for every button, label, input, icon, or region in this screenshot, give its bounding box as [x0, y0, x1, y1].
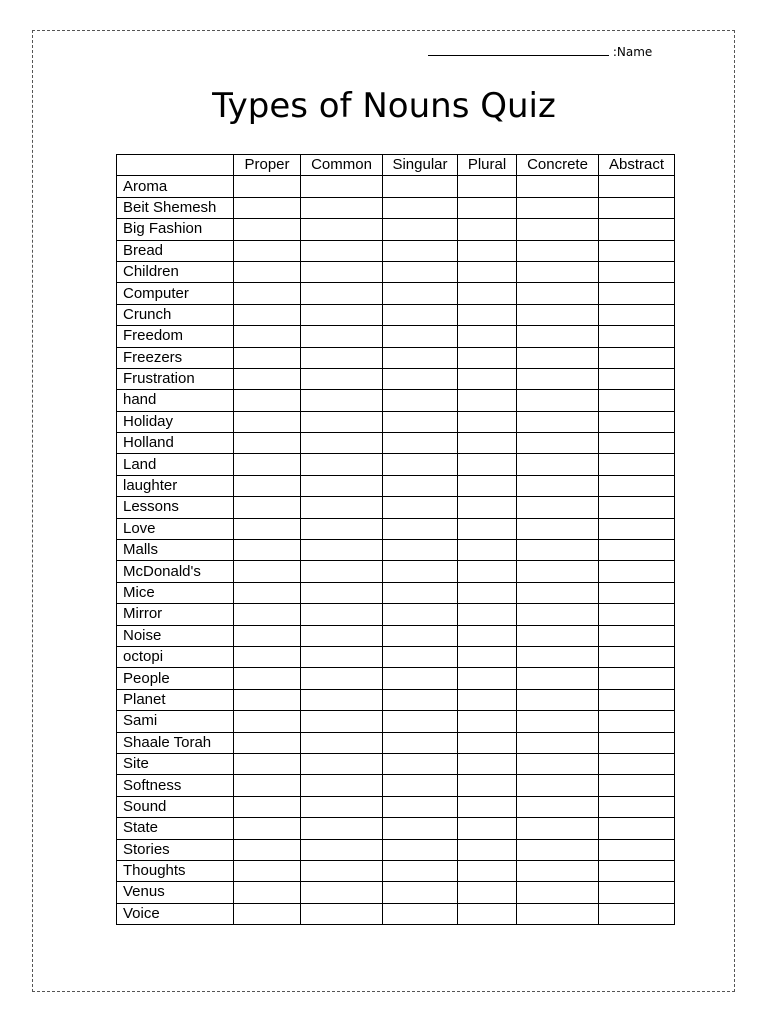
answer-cell-common[interactable] — [301, 240, 383, 261]
answer-cell-concrete[interactable] — [517, 433, 599, 454]
word-cell: Site — [117, 753, 234, 774]
word-cell: Love — [117, 518, 234, 539]
answer-cell-common[interactable] — [301, 411, 383, 432]
table-row — [117, 818, 675, 839]
answer-cell-singular[interactable] — [383, 475, 458, 496]
word-cell: hand — [117, 390, 234, 411]
answer-cell-abstract[interactable] — [599, 540, 675, 561]
answer-cell-plural[interactable] — [458, 240, 517, 261]
answer-cell-common[interactable] — [301, 903, 383, 924]
answer-cell-plural[interactable] — [458, 454, 517, 475]
answer-cell-singular[interactable] — [383, 454, 458, 475]
answer-cell-concrete[interactable] — [517, 604, 599, 625]
answer-cell-singular[interactable] — [383, 304, 458, 325]
answer-cell-proper[interactable] — [234, 818, 301, 839]
answer-cell-common[interactable] — [301, 433, 383, 454]
answer-cell-plural[interactable] — [458, 604, 517, 625]
table-row — [117, 283, 675, 304]
word-cell: Stories — [117, 839, 234, 860]
answer-cell-singular[interactable] — [383, 197, 458, 218]
answer-cell-abstract[interactable] — [599, 347, 675, 368]
answer-cell-plural[interactable] — [458, 646, 517, 667]
answer-cell-common[interactable] — [301, 368, 383, 389]
table-row — [117, 732, 675, 753]
table-row — [117, 411, 675, 432]
answer-cell-proper[interactable] — [234, 860, 301, 881]
answer-cell-singular[interactable] — [383, 561, 458, 582]
answer-cell-concrete[interactable] — [517, 668, 599, 689]
answer-cell-plural[interactable] — [458, 326, 517, 347]
answer-cell-proper[interactable] — [234, 711, 301, 732]
word-cell: Aroma — [117, 176, 234, 197]
word-cell: Thoughts — [117, 860, 234, 881]
column-header-word — [117, 155, 234, 176]
answer-cell-singular[interactable] — [383, 753, 458, 774]
name-label: :Name — [612, 45, 653, 59]
answer-cell-proper[interactable] — [234, 668, 301, 689]
answer-cell-abstract[interactable] — [599, 882, 675, 903]
answer-cell-plural[interactable] — [458, 540, 517, 561]
answer-cell-singular[interactable] — [383, 240, 458, 261]
word-cell: Voice — [117, 903, 234, 924]
answer-cell-singular[interactable] — [383, 368, 458, 389]
answer-cell-abstract[interactable] — [599, 818, 675, 839]
word-cell: Bread — [117, 240, 234, 261]
answer-cell-abstract[interactable] — [599, 433, 675, 454]
answer-cell-proper[interactable] — [234, 433, 301, 454]
answer-cell-common[interactable] — [301, 796, 383, 817]
answer-cell-singular[interactable] — [383, 860, 458, 881]
answer-cell-common[interactable] — [301, 818, 383, 839]
answer-cell-concrete[interactable] — [517, 454, 599, 475]
answer-cell-concrete[interactable] — [517, 283, 599, 304]
word-cell: Big Fashion — [117, 219, 234, 240]
answer-cell-concrete[interactable] — [517, 882, 599, 903]
table-row — [117, 839, 675, 860]
answer-cell-common[interactable] — [301, 839, 383, 860]
table-row — [117, 347, 675, 368]
answer-cell-concrete[interactable] — [517, 219, 599, 240]
word-cell: Children — [117, 261, 234, 282]
table-row — [117, 176, 675, 197]
answer-cell-singular[interactable] — [383, 326, 458, 347]
table-row — [117, 582, 675, 603]
answer-cell-abstract[interactable] — [599, 775, 675, 796]
answer-cell-singular[interactable] — [383, 390, 458, 411]
answer-cell-abstract[interactable] — [599, 903, 675, 924]
answer-cell-abstract[interactable] — [599, 689, 675, 710]
column-header-singular: Singular — [383, 155, 458, 176]
answer-cell-plural[interactable] — [458, 518, 517, 539]
answer-cell-plural[interactable] — [458, 390, 517, 411]
word-cell: Frustration — [117, 368, 234, 389]
answer-cell-concrete[interactable] — [517, 475, 599, 496]
answer-cell-proper[interactable] — [234, 732, 301, 753]
answer-cell-proper[interactable] — [234, 796, 301, 817]
table-row — [117, 497, 675, 518]
word-cell: Holland — [117, 433, 234, 454]
answer-cell-common[interactable] — [301, 475, 383, 496]
answer-cell-plural[interactable] — [458, 433, 517, 454]
answer-cell-common[interactable] — [301, 689, 383, 710]
answer-cell-concrete[interactable] — [517, 518, 599, 539]
answer-cell-proper[interactable] — [234, 497, 301, 518]
quiz-body — [117, 176, 675, 925]
answer-cell-plural[interactable] — [458, 475, 517, 496]
header-row — [117, 155, 675, 176]
answer-cell-concrete[interactable] — [517, 561, 599, 582]
answer-cell-plural[interactable] — [458, 839, 517, 860]
answer-cell-abstract[interactable] — [599, 261, 675, 282]
word-cell: Noise — [117, 625, 234, 646]
answer-cell-plural[interactable] — [458, 860, 517, 881]
table-row — [117, 433, 675, 454]
answer-cell-proper[interactable] — [234, 454, 301, 475]
word-cell: Land — [117, 454, 234, 475]
answer-cell-common[interactable] — [301, 668, 383, 689]
answer-cell-concrete[interactable] — [517, 796, 599, 817]
answer-cell-abstract[interactable] — [599, 668, 675, 689]
answer-cell-abstract[interactable] — [599, 240, 675, 261]
answer-cell-concrete[interactable] — [517, 411, 599, 432]
answer-cell-proper[interactable] — [234, 775, 301, 796]
answer-cell-proper[interactable] — [234, 326, 301, 347]
answer-cell-plural[interactable] — [458, 197, 517, 218]
answer-cell-common[interactable] — [301, 518, 383, 539]
answer-cell-common[interactable] — [301, 261, 383, 282]
answer-cell-proper[interactable] — [234, 518, 301, 539]
answer-cell-abstract[interactable] — [599, 518, 675, 539]
table-row — [117, 604, 675, 625]
answer-cell-singular[interactable] — [383, 646, 458, 667]
answer-cell-abstract[interactable] — [599, 561, 675, 582]
word-cell: State — [117, 818, 234, 839]
answer-cell-concrete[interactable] — [517, 818, 599, 839]
word-cell: Venus — [117, 882, 234, 903]
word-cell: Computer — [117, 283, 234, 304]
answer-cell-common[interactable] — [301, 860, 383, 881]
answer-cell-common[interactable] — [301, 497, 383, 518]
answer-cell-proper[interactable] — [234, 540, 301, 561]
answer-cell-proper[interactable] — [234, 347, 301, 368]
answer-cell-concrete[interactable] — [517, 582, 599, 603]
answer-cell-concrete[interactable] — [517, 711, 599, 732]
answer-cell-singular[interactable] — [383, 818, 458, 839]
answer-cell-common[interactable] — [301, 711, 383, 732]
answer-cell-proper[interactable] — [234, 604, 301, 625]
answer-cell-abstract[interactable] — [599, 711, 675, 732]
table-row — [117, 689, 675, 710]
answer-cell-common[interactable] — [301, 326, 383, 347]
answer-cell-abstract[interactable] — [599, 368, 675, 389]
answer-cell-singular[interactable] — [383, 732, 458, 753]
name-blank-line[interactable] — [428, 43, 609, 56]
answer-cell-common[interactable] — [301, 753, 383, 774]
word-cell: Planet — [117, 689, 234, 710]
answer-cell-plural[interactable] — [458, 219, 517, 240]
answer-cell-common[interactable] — [301, 540, 383, 561]
table-row — [117, 775, 675, 796]
column-header-abstract: Abstract — [599, 155, 675, 176]
answer-cell-abstract[interactable] — [599, 604, 675, 625]
answer-cell-singular[interactable] — [383, 411, 458, 432]
answer-cell-singular[interactable] — [383, 625, 458, 646]
word-cell: Sound — [117, 796, 234, 817]
word-cell: Mirror — [117, 604, 234, 625]
word-cell: Freedom — [117, 326, 234, 347]
answer-cell-plural[interactable] — [458, 261, 517, 282]
answer-cell-proper[interactable] — [234, 839, 301, 860]
table-row — [117, 860, 675, 881]
word-cell: Beit Shemesh — [117, 197, 234, 218]
answer-cell-abstract[interactable] — [599, 176, 675, 197]
answer-cell-plural[interactable] — [458, 753, 517, 774]
answer-cell-common[interactable] — [301, 454, 383, 475]
answer-cell-proper[interactable] — [234, 261, 301, 282]
answer-cell-plural[interactable] — [458, 283, 517, 304]
answer-cell-concrete[interactable] — [517, 689, 599, 710]
answer-cell-singular[interactable] — [383, 582, 458, 603]
answer-cell-proper[interactable] — [234, 625, 301, 646]
answer-cell-abstract[interactable] — [599, 582, 675, 603]
answer-cell-concrete[interactable] — [517, 839, 599, 860]
answer-cell-proper[interactable] — [234, 197, 301, 218]
answer-cell-abstract[interactable] — [599, 839, 675, 860]
word-cell: Lessons — [117, 497, 234, 518]
word-cell: Shaale Torah — [117, 732, 234, 753]
answer-cell-concrete[interactable] — [517, 625, 599, 646]
table-row — [117, 625, 675, 646]
answer-cell-common[interactable] — [301, 582, 383, 603]
answer-cell-abstract[interactable] — [599, 753, 675, 774]
answer-cell-proper[interactable] — [234, 240, 301, 261]
answer-cell-plural[interactable] — [458, 411, 517, 432]
answer-cell-abstract[interactable] — [599, 732, 675, 753]
table-row — [117, 368, 675, 389]
name-field[interactable] — [428, 43, 652, 59]
table-row — [117, 540, 675, 561]
word-cell: laughter — [117, 475, 234, 496]
answer-cell-plural[interactable] — [458, 668, 517, 689]
answer-cell-proper[interactable] — [234, 219, 301, 240]
column-header-concrete: Concrete — [517, 155, 599, 176]
table-row — [117, 518, 675, 539]
answer-cell-common[interactable] — [301, 604, 383, 625]
answer-cell-singular[interactable] — [383, 882, 458, 903]
answer-cell-common[interactable] — [301, 882, 383, 903]
answer-cell-concrete[interactable] — [517, 197, 599, 218]
answer-cell-singular[interactable] — [383, 433, 458, 454]
quiz-table — [116, 154, 675, 925]
answer-cell-singular[interactable] — [383, 219, 458, 240]
answer-cell-plural[interactable] — [458, 304, 517, 325]
word-cell: Freezers — [117, 347, 234, 368]
table-row — [117, 304, 675, 325]
answer-cell-singular[interactable] — [383, 775, 458, 796]
word-cell: Softness — [117, 775, 234, 796]
answer-cell-plural[interactable] — [458, 497, 517, 518]
answer-cell-abstract[interactable] — [599, 411, 675, 432]
answer-cell-abstract[interactable] — [599, 390, 675, 411]
answer-cell-concrete[interactable] — [517, 860, 599, 881]
answer-cell-plural[interactable] — [458, 882, 517, 903]
table-row — [117, 390, 675, 411]
answer-cell-plural[interactable] — [458, 368, 517, 389]
answer-cell-singular[interactable] — [383, 668, 458, 689]
answer-cell-abstract[interactable] — [599, 646, 675, 667]
answer-cell-concrete[interactable] — [517, 176, 599, 197]
answer-cell-concrete[interactable] — [517, 240, 599, 261]
answer-cell-concrete[interactable] — [517, 326, 599, 347]
word-cell: People — [117, 668, 234, 689]
answer-cell-plural[interactable] — [458, 732, 517, 753]
answer-cell-common[interactable] — [301, 390, 383, 411]
column-header-common: Common — [301, 155, 383, 176]
answer-cell-plural[interactable] — [458, 176, 517, 197]
answer-cell-proper[interactable] — [234, 283, 301, 304]
answer-cell-plural[interactable] — [458, 347, 517, 368]
answer-cell-proper[interactable] — [234, 882, 301, 903]
table-row — [117, 475, 675, 496]
answer-cell-singular[interactable] — [383, 283, 458, 304]
answer-cell-plural[interactable] — [458, 582, 517, 603]
answer-cell-proper[interactable] — [234, 304, 301, 325]
answer-cell-abstract[interactable] — [599, 796, 675, 817]
answer-cell-singular[interactable] — [383, 347, 458, 368]
answer-cell-proper[interactable] — [234, 903, 301, 924]
answer-cell-concrete[interactable] — [517, 497, 599, 518]
answer-cell-singular[interactable] — [383, 497, 458, 518]
answer-cell-singular[interactable] — [383, 261, 458, 282]
answer-cell-plural[interactable] — [458, 775, 517, 796]
answer-cell-singular[interactable] — [383, 604, 458, 625]
answer-cell-concrete[interactable] — [517, 304, 599, 325]
word-cell: Crunch — [117, 304, 234, 325]
word-cell: McDonald's — [117, 561, 234, 582]
answer-cell-singular[interactable] — [383, 518, 458, 539]
answer-cell-proper[interactable] — [234, 689, 301, 710]
answer-cell-common[interactable] — [301, 646, 383, 667]
table-row — [117, 261, 675, 282]
answer-cell-plural[interactable] — [458, 796, 517, 817]
answer-cell-plural[interactable] — [458, 903, 517, 924]
answer-cell-proper[interactable] — [234, 561, 301, 582]
answer-cell-concrete[interactable] — [517, 732, 599, 753]
answer-cell-abstract[interactable] — [599, 860, 675, 881]
answer-cell-proper[interactable] — [234, 753, 301, 774]
answer-cell-concrete[interactable] — [517, 347, 599, 368]
table-row — [117, 711, 675, 732]
table-row — [117, 903, 675, 924]
table-row — [117, 197, 675, 218]
table-row — [117, 240, 675, 261]
answer-cell-singular[interactable] — [383, 839, 458, 860]
answer-cell-common[interactable] — [301, 732, 383, 753]
answer-cell-common[interactable] — [301, 775, 383, 796]
answer-cell-abstract[interactable] — [599, 625, 675, 646]
answer-cell-singular[interactable] — [383, 540, 458, 561]
answer-cell-common[interactable] — [301, 197, 383, 218]
word-cell: octopi — [117, 646, 234, 667]
answer-cell-singular[interactable] — [383, 711, 458, 732]
table-row — [117, 796, 675, 817]
answer-cell-proper[interactable] — [234, 582, 301, 603]
answer-cell-abstract[interactable] — [599, 197, 675, 218]
answer-cell-proper[interactable] — [234, 176, 301, 197]
answer-cell-plural[interactable] — [458, 711, 517, 732]
word-cell: Malls — [117, 540, 234, 561]
answer-cell-concrete[interactable] — [517, 646, 599, 667]
answer-cell-proper[interactable] — [234, 411, 301, 432]
table-row — [117, 219, 675, 240]
answer-cell-singular[interactable] — [383, 176, 458, 197]
answer-cell-proper[interactable] — [234, 646, 301, 667]
answer-cell-common[interactable] — [301, 625, 383, 646]
answer-cell-singular[interactable] — [383, 689, 458, 710]
answer-cell-abstract[interactable] — [599, 454, 675, 475]
answer-cell-common[interactable] — [301, 347, 383, 368]
answer-cell-concrete[interactable] — [517, 261, 599, 282]
answer-cell-singular[interactable] — [383, 796, 458, 817]
answer-cell-concrete[interactable] — [517, 368, 599, 389]
table-row — [117, 882, 675, 903]
answer-cell-concrete[interactable] — [517, 390, 599, 411]
word-cell: Sami — [117, 711, 234, 732]
word-cell: Mice — [117, 582, 234, 603]
page-title: Types of Nouns Quiz — [212, 86, 556, 126]
table-row — [117, 326, 675, 347]
answer-cell-common[interactable] — [301, 219, 383, 240]
answer-cell-plural[interactable] — [458, 818, 517, 839]
answer-cell-common[interactable] — [301, 561, 383, 582]
answer-cell-abstract[interactable] — [599, 283, 675, 304]
column-header-proper: Proper — [234, 155, 301, 176]
word-cell: Holiday — [117, 411, 234, 432]
answer-cell-singular[interactable] — [383, 903, 458, 924]
answer-cell-plural[interactable] — [458, 625, 517, 646]
answer-cell-common[interactable] — [301, 283, 383, 304]
answer-cell-proper[interactable] — [234, 475, 301, 496]
answer-cell-concrete[interactable] — [517, 540, 599, 561]
column-header-plural: Plural — [458, 155, 517, 176]
answer-cell-common[interactable] — [301, 304, 383, 325]
answer-cell-plural[interactable] — [458, 561, 517, 582]
answer-cell-abstract[interactable] — [599, 475, 675, 496]
answer-cell-concrete[interactable] — [517, 753, 599, 774]
answer-cell-abstract[interactable] — [599, 219, 675, 240]
table-row — [117, 646, 675, 667]
answer-cell-concrete[interactable] — [517, 775, 599, 796]
answer-cell-abstract[interactable] — [599, 326, 675, 347]
answer-cell-common[interactable] — [301, 176, 383, 197]
answer-cell-proper[interactable] — [234, 368, 301, 389]
answer-cell-plural[interactable] — [458, 689, 517, 710]
table-row — [117, 561, 675, 582]
answer-cell-proper[interactable] — [234, 390, 301, 411]
table-row — [117, 753, 675, 774]
answer-cell-abstract[interactable] — [599, 497, 675, 518]
table-row — [117, 668, 675, 689]
answer-cell-abstract[interactable] — [599, 304, 675, 325]
answer-cell-concrete[interactable] — [517, 903, 599, 924]
table-row — [117, 454, 675, 475]
